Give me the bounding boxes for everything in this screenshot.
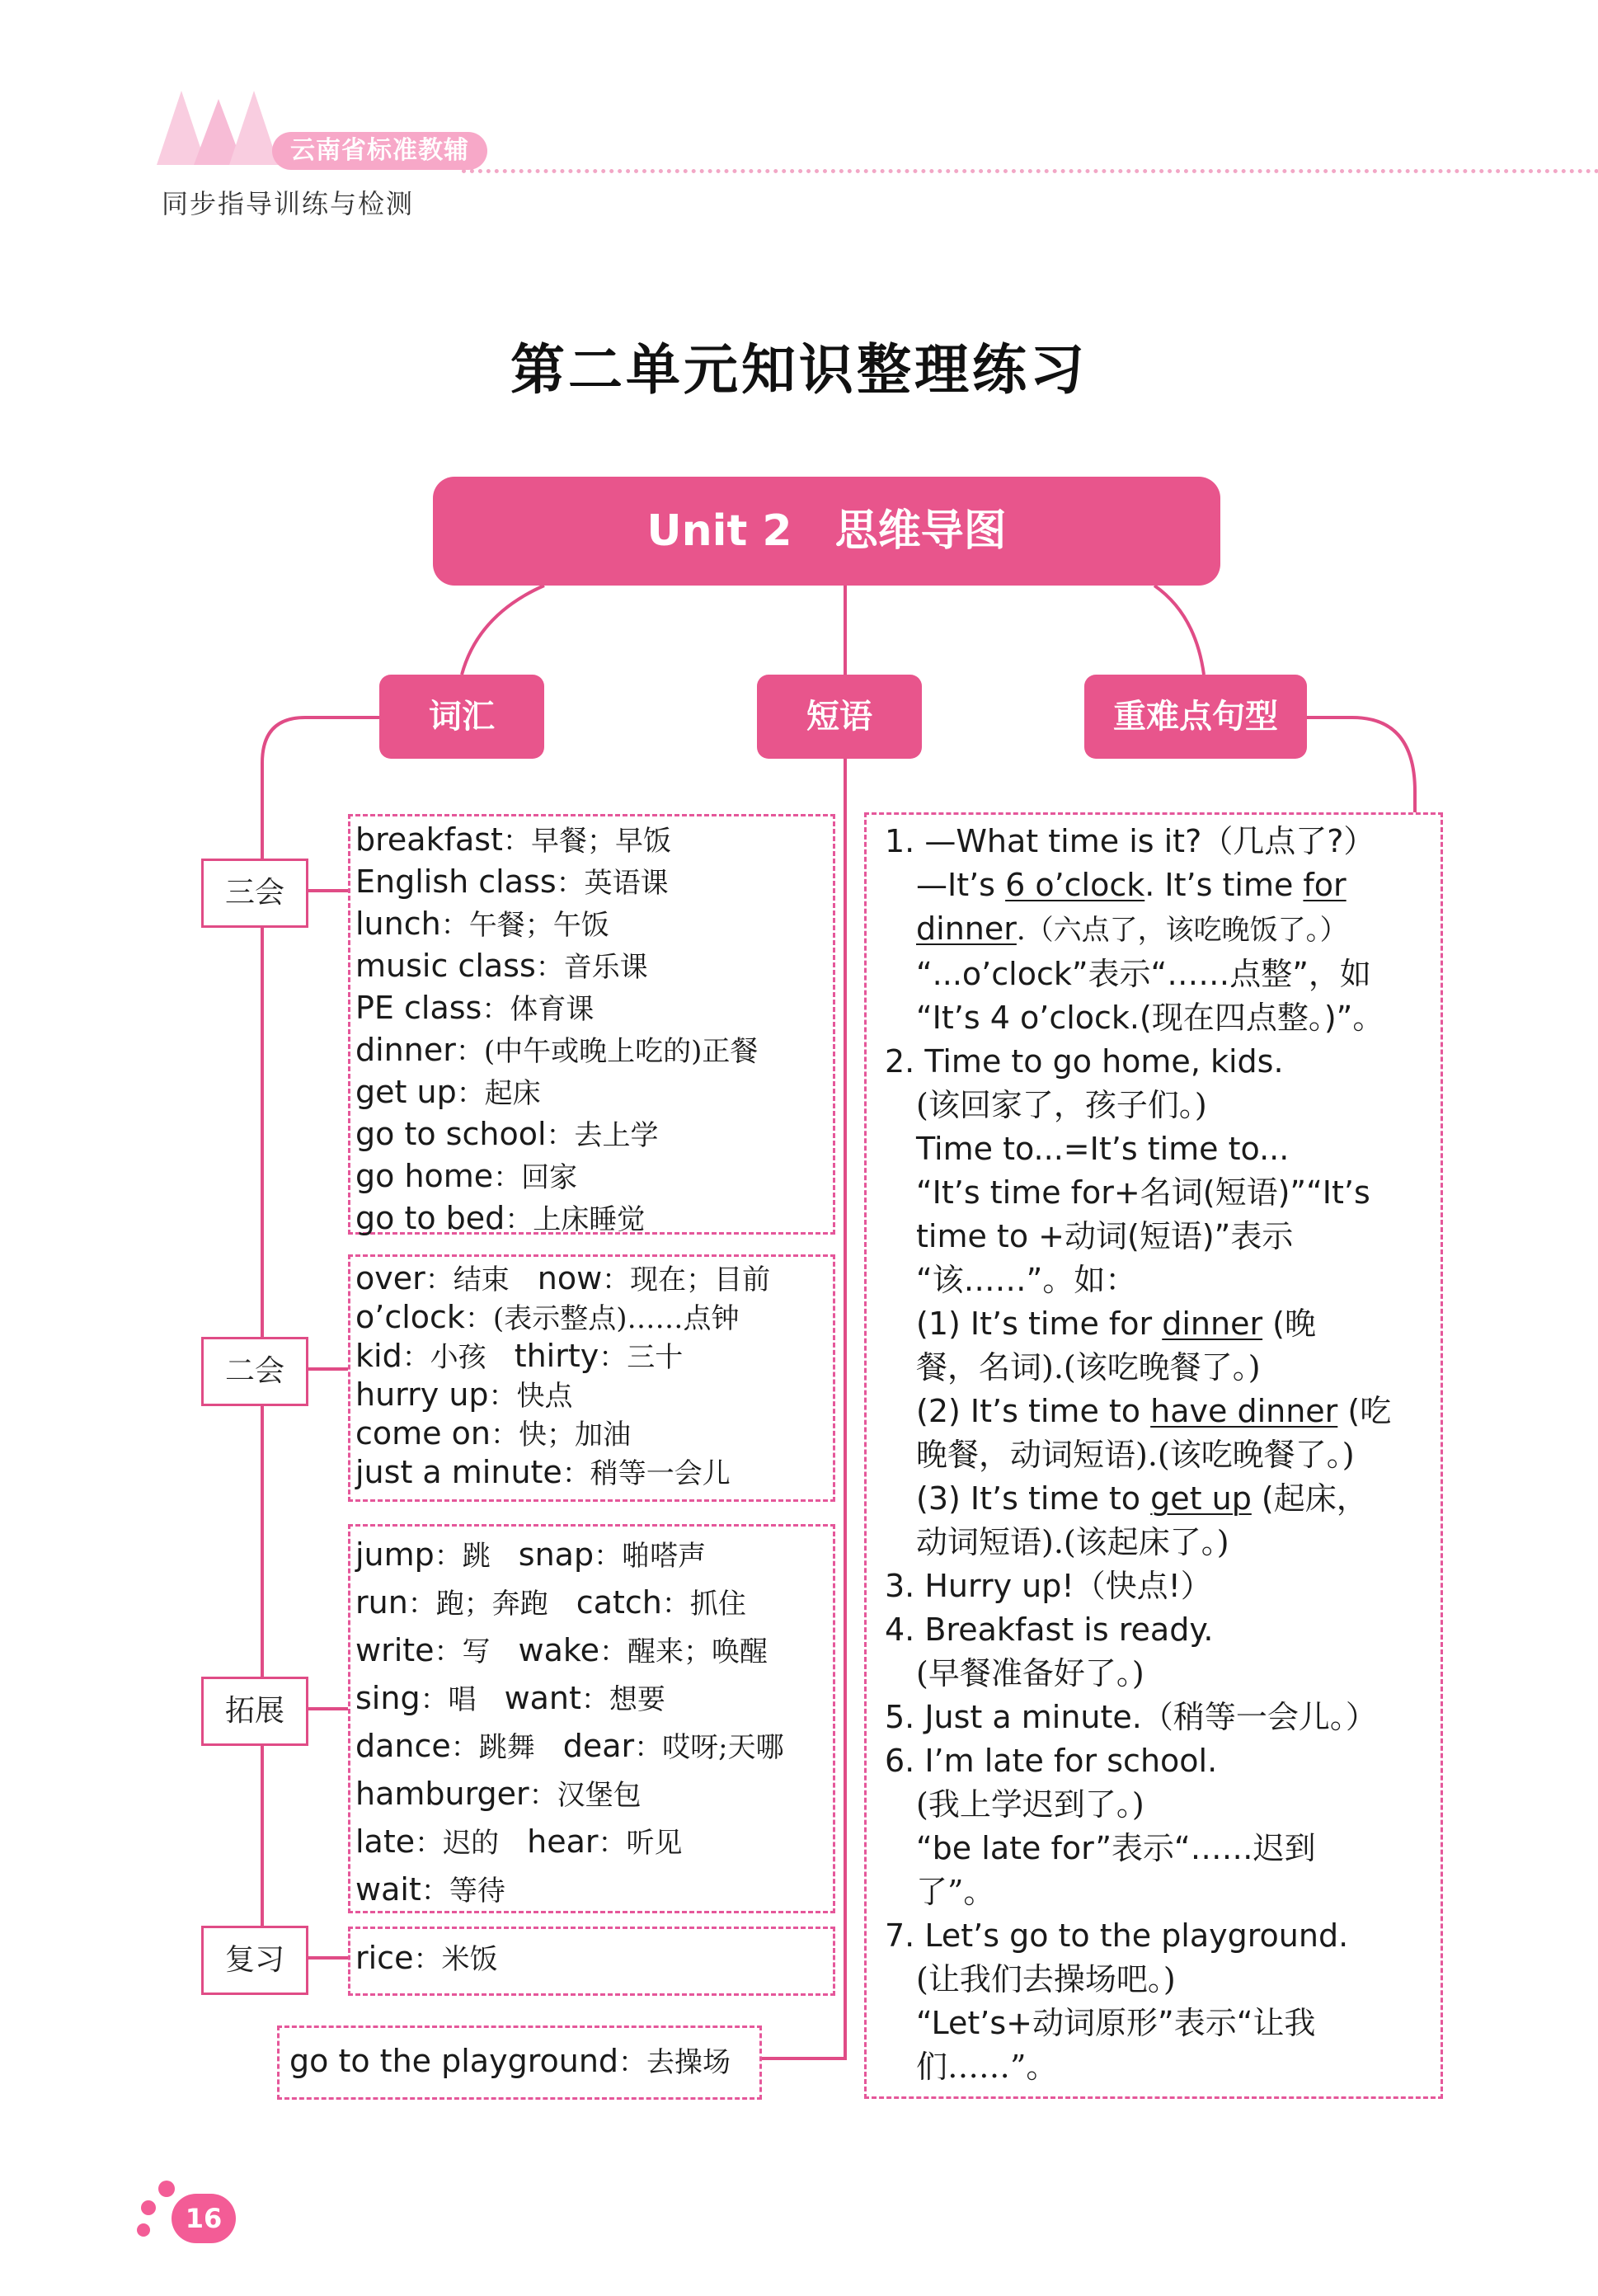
list-item: o’clock：(表示整点)……点钟 [355, 1299, 740, 1335]
phrase-item: go to the playground：去操场 [289, 2043, 731, 2079]
sentence-line: 们……”。 [885, 2049, 1058, 2085]
list-item: lunch：午餐；午饭 [355, 906, 609, 942]
book-subtitle: 同步指导训练与检测 [162, 188, 415, 219]
tuozhan-word-list [348, 1524, 835, 1913]
erhui-word-list [348, 1254, 835, 1502]
sentence-line: 7. Let’s go to the playground. [885, 1917, 1349, 1954]
list-item: go to school：去上学 [355, 1116, 659, 1152]
sentence-line: (2) It’s time to have dinner (吃 [885, 1393, 1392, 1429]
brand-badge: 云南省标准教辅 [272, 132, 487, 170]
tag-erhui: 二会 [201, 1337, 308, 1406]
key-sentences-box [864, 812, 1443, 2099]
sentence-line: “该……”。如： [885, 1262, 1137, 1298]
sentence-line: (我上学迟到了。) [885, 1786, 1144, 1823]
sentence-line: 1. —What time is it?（几点了?） [885, 823, 1375, 859]
sentence-line: 3. Hurry up!（快点!） [885, 1568, 1212, 1604]
sentence-line: 6. I’m late for school. [885, 1743, 1218, 1779]
list-item: get up：起床 [355, 1074, 541, 1110]
list-item: over：结束 now：现在；目前 [355, 1260, 771, 1296]
page-number: 16 [172, 2194, 236, 2243]
tag-fuxi: 复习 [201, 1926, 308, 1995]
sentence-line: 了”。 [885, 1874, 995, 1910]
sentence-line: 2. Time to go home, kids. [885, 1043, 1284, 1080]
tag-tuozhan: 拓展 [201, 1677, 308, 1746]
list-item: rice：米饭 [355, 1940, 498, 1976]
sentence-line: dinner.（六点了，该吃晚饭了。） [916, 910, 1348, 947]
fuxi-word-list [348, 1927, 835, 1996]
list-item: run：跑；奔跑 catch：抓住 [355, 1584, 746, 1621]
sentence-line: “Let’s+动词原形”表示“让我 [885, 2005, 1316, 2041]
category-key-sentences: 重难点句型 [1084, 675, 1307, 759]
list-item: kid：小孩 thirty：三十 [355, 1338, 684, 1374]
list-item: just a minute：稍等一会儿 [355, 1454, 731, 1490]
phrase-box [277, 2025, 762, 2100]
list-item: write：写 wake：醒来；唤醒 [355, 1632, 768, 1668]
sentence-line: 动词短语).(该起床了。) [885, 1524, 1229, 1560]
sentence-line: —It’s 6 o’clock. It’s time for [885, 867, 1347, 903]
sentence-line: Time to...=It’s time to... [885, 1131, 1290, 1167]
list-item: dance：跳舞 dear：哎呀;天哪 [355, 1728, 784, 1764]
list-item: jump：跳 snap：啪嗒声 [355, 1536, 707, 1573]
sanhui-word-list [348, 814, 835, 1235]
list-item: dinner：(中午或晚上吃的)正餐 [355, 1032, 759, 1068]
tag-sanhui: 三会 [201, 859, 308, 928]
list-item: late：迟的 hear：听见 [355, 1823, 683, 1860]
sentence-line: 5. Just a minute.（稍等一会儿。） [885, 1699, 1377, 1735]
sentence-line: (3) It’s time to get up (起床， [885, 1480, 1368, 1517]
category-vocab: 词汇 [379, 675, 544, 759]
list-item: hurry up：快点 [355, 1376, 573, 1413]
sentence-line: 餐，名词).(该吃晚餐了。) [885, 1349, 1261, 1386]
sentence-line: “be late for”表示“……迟到 [885, 1830, 1316, 1866]
list-item: go to bed：上床睡觉 [355, 1200, 646, 1236]
sentence-line: (该回家了，孩子们。) [885, 1087, 1207, 1123]
mindmap-center-title: Unit 2 思维导图 [433, 477, 1220, 586]
sentence-line: “It’s time for+名词(短语)”“It’s [885, 1174, 1370, 1211]
sentence-line: “...o’clock”表示“……点整”，如 [885, 956, 1371, 992]
list-item: wait：等待 [355, 1871, 505, 1908]
sentence-line: (让我们去操场吧。) [885, 1961, 1176, 1997]
list-item: English class：英语课 [355, 863, 669, 900]
list-item: come on：快；加油 [355, 1415, 631, 1451]
sentence-line: (早餐准备好了。) [885, 1655, 1144, 1691]
sentence-line: (1) It’s time for dinner (晚 [885, 1306, 1316, 1342]
list-item: breakfast：早餐；早饭 [355, 821, 671, 858]
category-phrases: 短语 [757, 675, 922, 759]
sentence-line: “It’s 4 o’clock.(现在四点整。)”。 [885, 1000, 1384, 1036]
sentence-line: time to +动词(短语)”表示 [885, 1218, 1294, 1254]
sentence-line: 晚餐，动词短语).(该吃晚餐了。) [885, 1437, 1355, 1473]
list-item: hamburger：汉堡包 [355, 1776, 642, 1812]
list-item: go home：回家 [355, 1158, 578, 1194]
list-item: PE class：体育课 [355, 990, 595, 1026]
page-title: 第二单元知识整理练习 [510, 337, 1088, 402]
list-item: music class：音乐课 [355, 948, 648, 984]
list-item: sing：唱 want：想要 [355, 1680, 665, 1716]
sentence-line: 4. Breakfast is ready. [885, 1611, 1214, 1648]
